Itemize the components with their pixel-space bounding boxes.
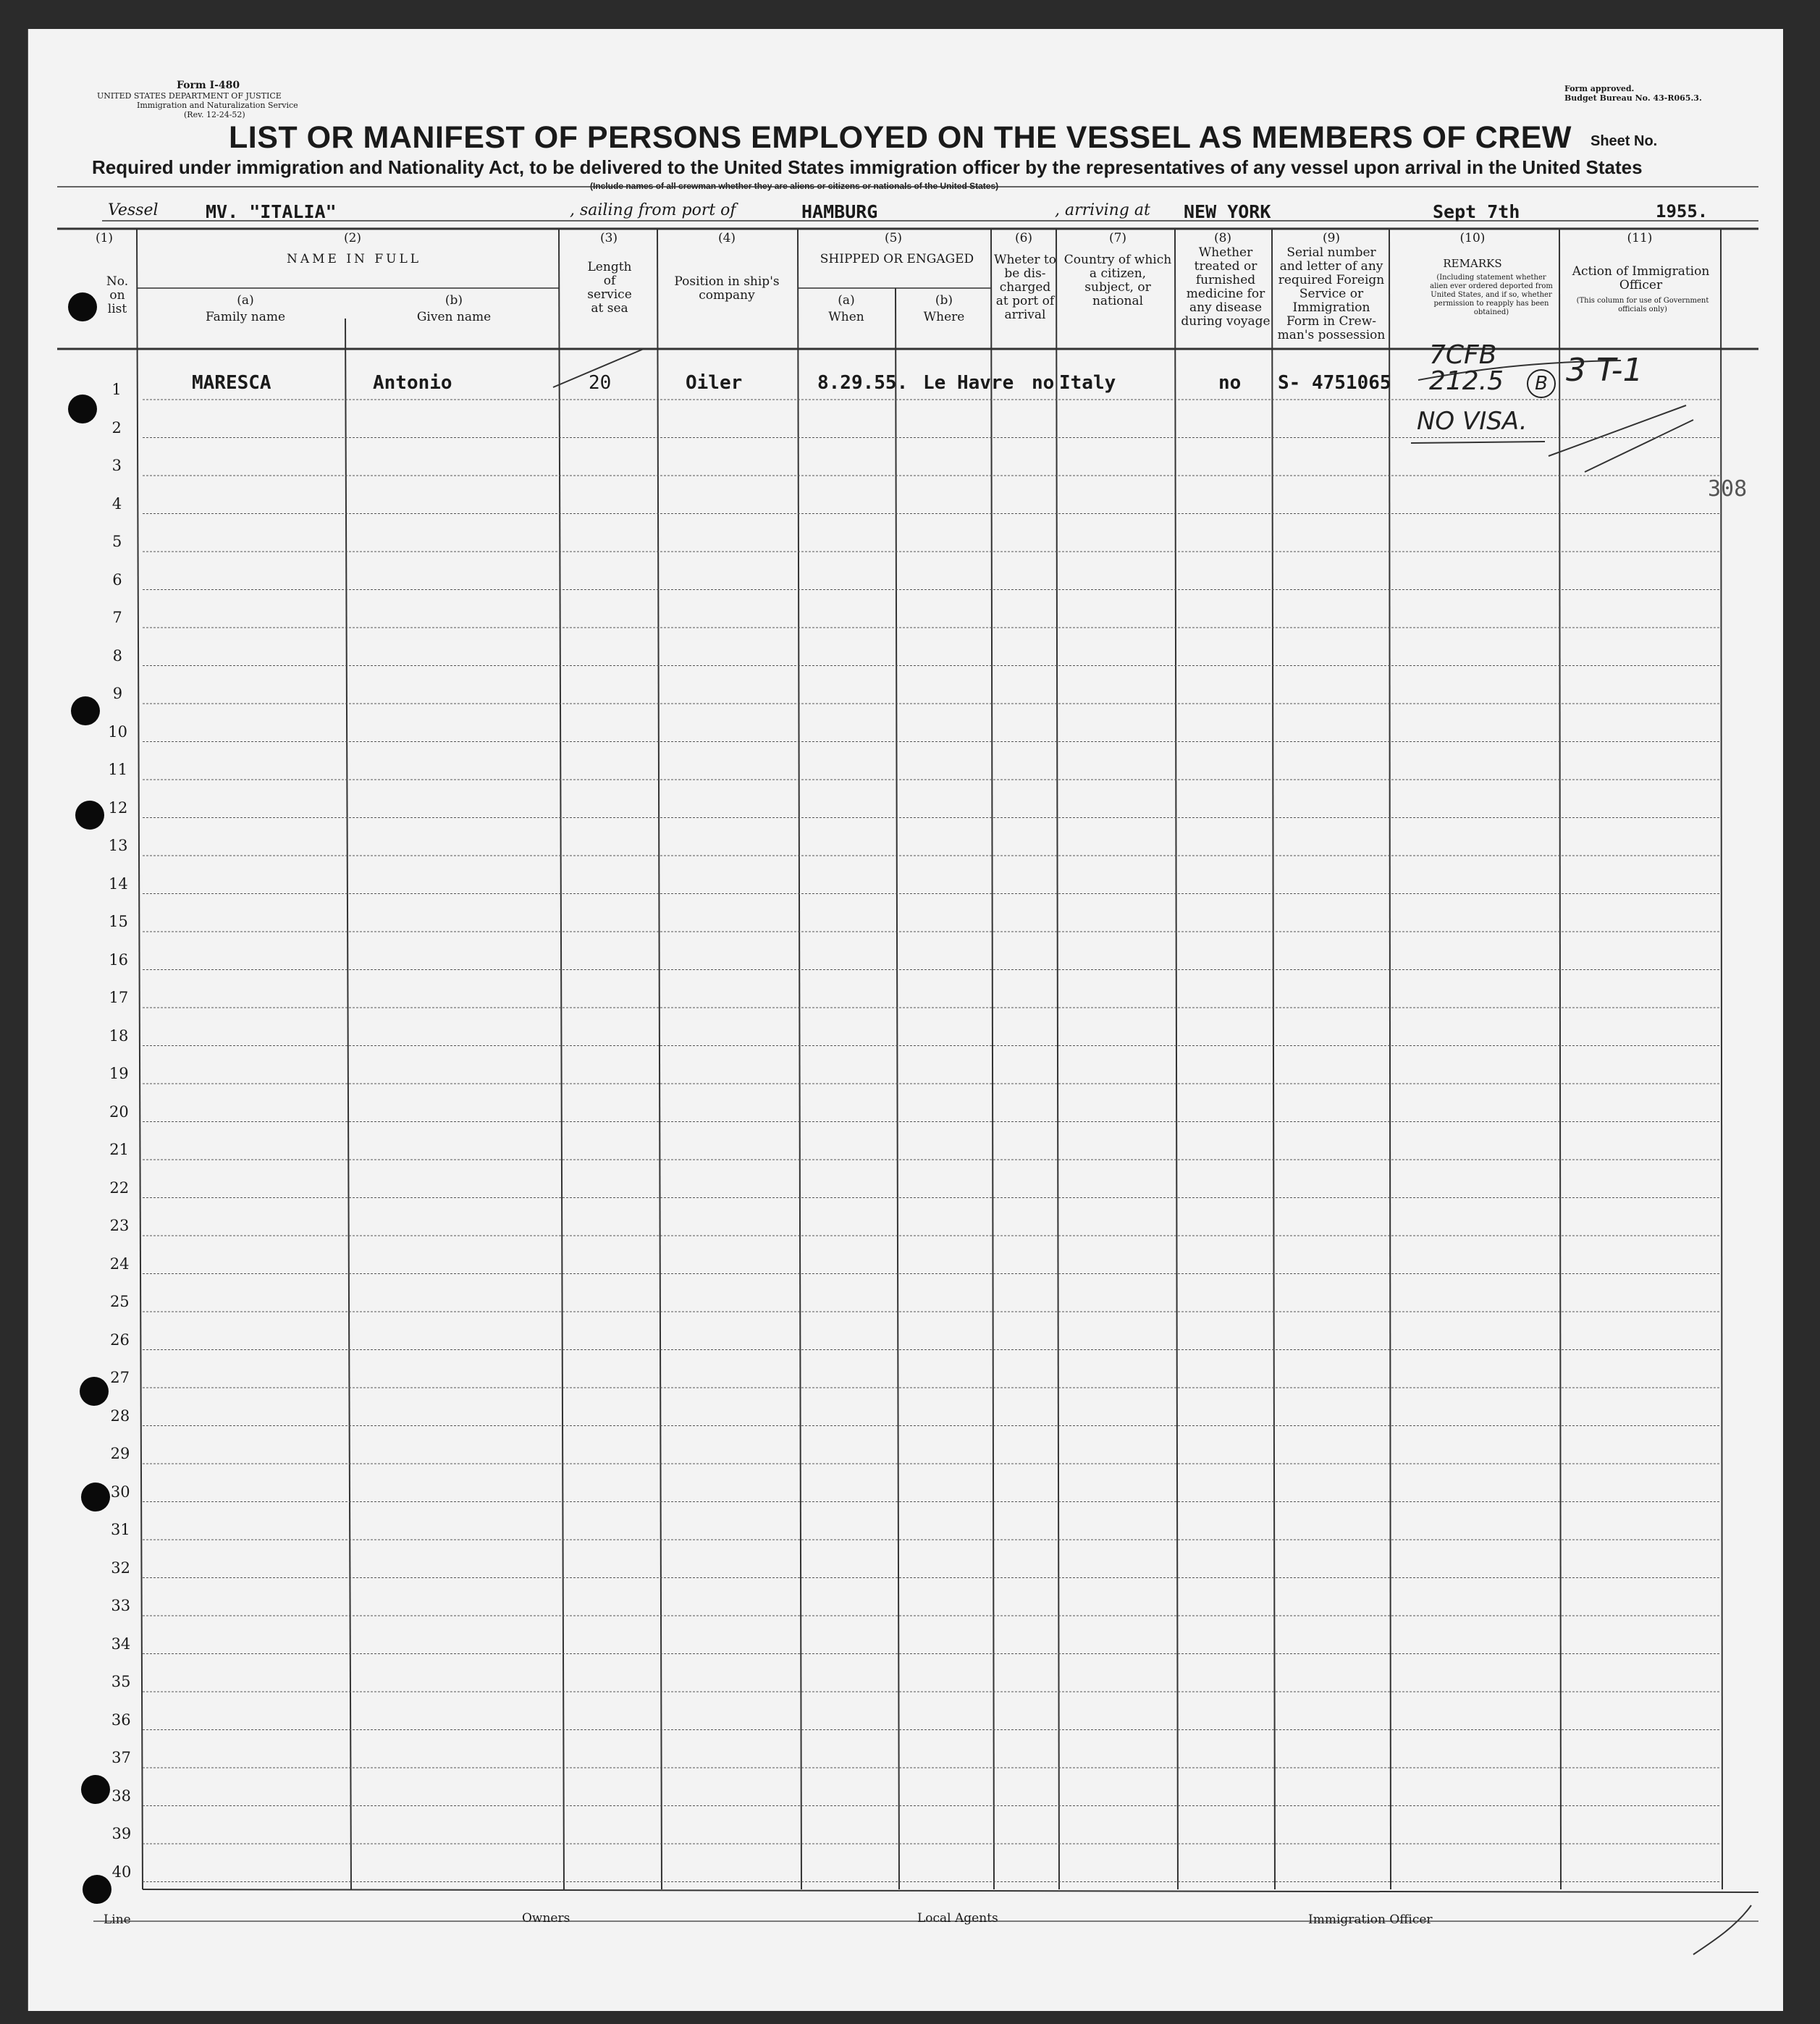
medicine-cell: no bbox=[1218, 372, 1242, 394]
col5-label: SHIPPED OR ENGAGED bbox=[820, 252, 974, 266]
col5a-label: When bbox=[828, 310, 864, 324]
budget-bureau: Budget Bureau No. 43-R065.3. bbox=[1564, 93, 1702, 103]
punch-hole bbox=[83, 1875, 111, 1904]
col11-number: (11) bbox=[1627, 231, 1653, 245]
footer-officer-label: Immigration Officer bbox=[1308, 1913, 1433, 1927]
length-of-service-cell: 20 bbox=[589, 372, 612, 394]
punch-hole bbox=[81, 1775, 110, 1804]
col6-label: Wheter to be dis-charged at port of arrival bbox=[994, 253, 1056, 322]
remarks-circled-letter: B bbox=[1527, 369, 1556, 398]
col4-number: (4) bbox=[717, 231, 736, 245]
col5-number: (5) bbox=[884, 231, 903, 245]
col10-note: (Including statement whether alien ever ordered deported from United States, and if so, whether permission to reapply has been obtained) bbox=[1430, 274, 1553, 316]
punch-hole bbox=[81, 1483, 110, 1511]
row-number: 8 bbox=[112, 646, 122, 665]
col4-label: Position in ship's company bbox=[674, 274, 780, 303]
col8-number: (8) bbox=[1213, 231, 1232, 245]
row-number: 28 bbox=[110, 1407, 130, 1425]
subtitle: Required under immigration and Nationality Act, to be delivered to the United States immigration officer by the representatives of any vessel upon arrival in the United States bbox=[92, 156, 1643, 178]
row-number: 19 bbox=[109, 1065, 129, 1082]
row-number: 11 bbox=[108, 761, 128, 778]
punch-hole bbox=[75, 801, 104, 830]
sheet-number-label: Sheet No. bbox=[1591, 133, 1658, 149]
col7-label: Country of which a citizen, subject, or national bbox=[1063, 253, 1172, 308]
col3-number: (3) bbox=[599, 231, 618, 245]
departure-port: HAMBURG bbox=[801, 201, 878, 222]
row-number: 22 bbox=[109, 1178, 130, 1197]
row-number: 1 bbox=[111, 381, 122, 398]
row-number: 30 bbox=[110, 1483, 130, 1501]
row-number: 5 bbox=[112, 533, 122, 550]
col2a-number: (a) bbox=[237, 293, 254, 308]
row-number: 4 bbox=[111, 494, 122, 513]
remarks-handwriting-3: NO VISA. bbox=[1417, 407, 1528, 436]
row-number: 38 bbox=[111, 1787, 132, 1805]
discharged-cell: no bbox=[1032, 372, 1055, 394]
service-line: Immigration and Naturalization Service bbox=[137, 101, 298, 110]
row-number: 12 bbox=[108, 798, 128, 817]
form-number: Form I-480 bbox=[177, 80, 240, 91]
row-number: 17 bbox=[109, 989, 129, 1006]
shipped-when-cell: 8.29.55. bbox=[817, 372, 909, 394]
vessel-label: Vessel bbox=[108, 201, 159, 219]
family-name-cell: MARESCA bbox=[192, 372, 271, 394]
footer-agents-label: Local Agents bbox=[917, 1911, 998, 1926]
col5a-number: (a) bbox=[838, 293, 855, 308]
row-number: 6 bbox=[112, 570, 122, 589]
shipped-where-cell: Le Havre bbox=[923, 372, 1014, 394]
col2b-label: Given name bbox=[416, 310, 492, 324]
col2b-number: (b) bbox=[445, 293, 463, 308]
page-title: LIST OR MANIFEST OF PERSONS EMPLOYED ON THE VESSEL AS MEMBERS OF CREW bbox=[229, 120, 1572, 155]
arriving-label: , arriving at bbox=[1055, 201, 1150, 219]
row-number: 9 bbox=[112, 685, 123, 702]
col1-number: (1) bbox=[95, 231, 114, 245]
row-number: 18 bbox=[109, 1026, 129, 1045]
col8-label: Whether treated or furnished medicine for any disease during voyage bbox=[1181, 245, 1271, 329]
col3-label: Length of service at sea bbox=[587, 260, 632, 316]
row-number: 27 bbox=[110, 1369, 130, 1386]
department-line: UNITED STATES DEPARTMENT OF JUSTICE bbox=[97, 91, 282, 101]
row-number: 36 bbox=[111, 1711, 131, 1729]
revision-line: (Rev. 12-24-52) bbox=[184, 110, 245, 119]
row-number: 37 bbox=[111, 1749, 131, 1766]
col1-label: No. on list bbox=[106, 274, 129, 316]
row-number: 14 bbox=[108, 874, 128, 893]
col10-label: REMARKS bbox=[1443, 257, 1502, 270]
row-number: 23 bbox=[109, 1217, 130, 1234]
row-number: 33 bbox=[111, 1597, 131, 1614]
footer-owners-label: Owners bbox=[522, 1911, 570, 1926]
col7-number: (7) bbox=[1108, 231, 1127, 245]
row-number: 25 bbox=[109, 1293, 130, 1310]
col6-number: (6) bbox=[1014, 231, 1033, 245]
punch-hole bbox=[68, 292, 97, 321]
row-number: 20 bbox=[109, 1102, 129, 1121]
punch-hole bbox=[80, 1377, 109, 1406]
arrival-date: Sept 7th bbox=[1433, 201, 1520, 222]
remarks-handwriting-1: 7CFB bbox=[1429, 340, 1497, 370]
row-number: 3 bbox=[111, 457, 122, 474]
col2a-label: Family name bbox=[205, 310, 286, 324]
row-number: 13 bbox=[108, 837, 128, 854]
col5b-label: Where bbox=[923, 310, 965, 324]
row-number: 32 bbox=[111, 1559, 130, 1577]
punch-hole bbox=[68, 395, 97, 423]
manifest-sheet bbox=[28, 29, 1783, 2011]
row-number: 35 bbox=[111, 1673, 131, 1690]
col9-number: (9) bbox=[1322, 231, 1341, 245]
row-number: 10 bbox=[108, 722, 127, 741]
arrival-year: 1955. bbox=[1656, 201, 1709, 222]
row-number: 15 bbox=[109, 913, 128, 930]
vessel-name: MV. "ITALIA" bbox=[206, 201, 337, 222]
position-cell: Oiler bbox=[686, 372, 743, 394]
row-number: 34 bbox=[111, 1635, 131, 1653]
officer-action-handwriting: 3 T-1 bbox=[1566, 352, 1643, 389]
form-approved: Form approved. bbox=[1564, 84, 1635, 93]
col2-label: NAME IN FULL bbox=[286, 252, 422, 266]
col5b-number: (b) bbox=[935, 293, 953, 308]
row-number: 31 bbox=[111, 1521, 130, 1538]
col11-note: (This column for use of Government officials only) bbox=[1576, 297, 1709, 313]
row-number: 16 bbox=[109, 950, 129, 969]
table-grid bbox=[28, 29, 1783, 2011]
row-number: 21 bbox=[109, 1141, 129, 1158]
arrival-port: NEW YORK bbox=[1184, 201, 1271, 222]
include-note: (Include names of all crewman whether they are aliens or citizens or nationals of the United States) bbox=[590, 181, 999, 191]
row-number: 2 bbox=[111, 418, 122, 437]
row-number: 39 bbox=[111, 1825, 132, 1842]
row-number: 7 bbox=[112, 609, 122, 626]
row-number: 29 bbox=[110, 1445, 130, 1462]
serial-number-cell: S- 4751065 bbox=[1278, 372, 1391, 394]
remarks-handwriting-2: 212.5 bbox=[1429, 366, 1504, 396]
col9-label: Serial number and letter of any required Foreign Service or Immigration Form in Crew-man's possession bbox=[1277, 245, 1386, 342]
col2-number: (2) bbox=[343, 231, 362, 245]
sailing-label: , sailing from port of bbox=[570, 201, 736, 219]
page-stamp-number: 308 bbox=[1708, 476, 1748, 502]
col10-number: (10) bbox=[1459, 231, 1486, 245]
given-name-cell: Antonio bbox=[373, 372, 452, 394]
country-cell: Italy bbox=[1059, 372, 1116, 394]
punch-hole bbox=[71, 696, 100, 725]
footer-line-label: Line bbox=[104, 1913, 131, 1927]
row-number: 26 bbox=[110, 1331, 130, 1349]
row-number: 24 bbox=[109, 1255, 130, 1273]
row-number: 40 bbox=[111, 1863, 132, 1881]
col11-label: Action of Immigration Officer bbox=[1572, 264, 1710, 292]
